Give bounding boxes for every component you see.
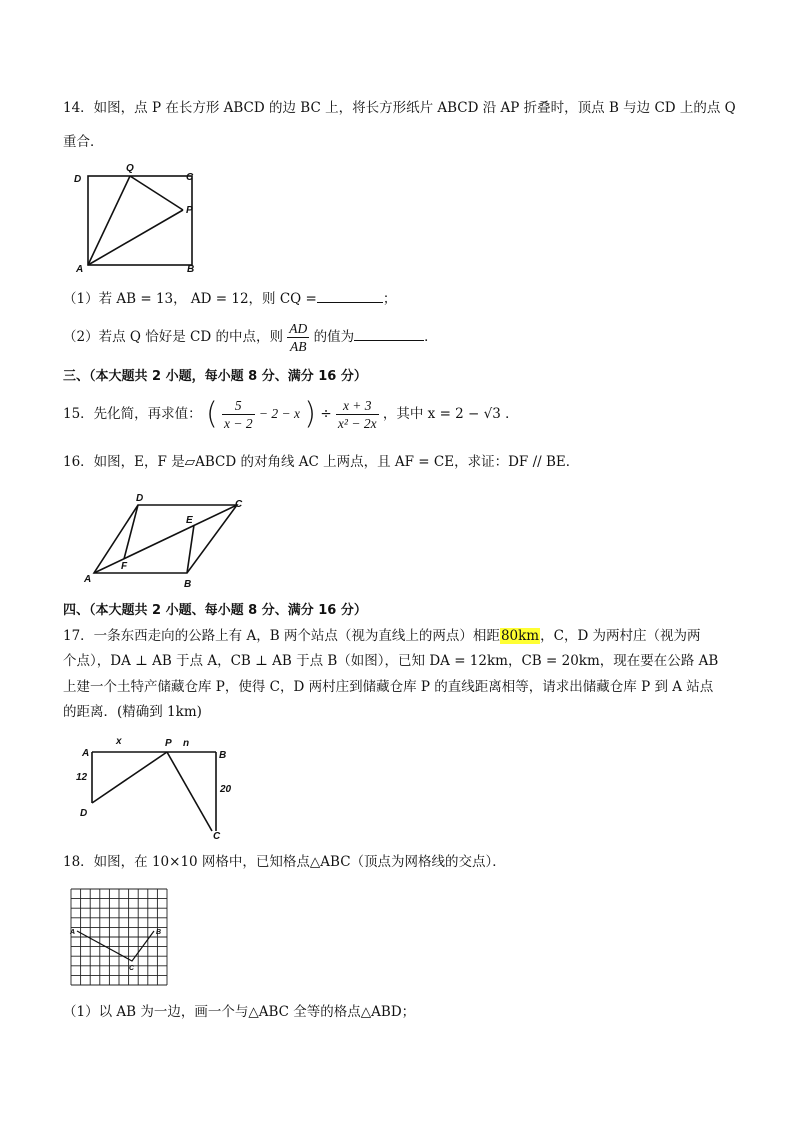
q14-sub2-text: （2）若点 Q 恰好是 CD 的中点，则 [63,329,283,345]
frac-num: x + 3 [336,397,379,415]
q16-figure [80,490,255,590]
label-b: B [187,264,195,275]
segment-ap [88,210,183,265]
label-c: C [213,831,221,842]
label-d: D [136,493,144,504]
section-3-title: 三、（本大题共 2 小题，每小题 8 分、满分 16 分） [63,369,367,384]
frac-num: 5 [222,397,255,415]
q14-sub2-mid: 的值为 [313,329,355,345]
label-c: C [129,965,135,972]
q18-grid-figure [62,883,172,988]
frac-den: x² − 2x [337,416,377,431]
fraction-x3 [336,397,379,432]
q18-text: 18．如图，在 10×10 网格中，已知格点△ABC（顶点为网格线的交点）． [63,854,506,870]
segment-dp [92,752,167,803]
q17-line1-a: 17．一条东西走向的公路上有 A，B 两个站点（视为直线上的两点）相距 [63,628,500,644]
q14-sub1 [63,288,396,310]
highlight-distance: 80km [500,628,540,644]
q17-line1 [63,625,701,647]
segment-aq [88,176,130,265]
q17-line1-b: ，C，D 为两村庄（视为两 [540,628,701,644]
q14-figure [70,160,205,275]
label-20: 20 [220,784,232,795]
frac-den: AB [290,339,307,354]
q17-line2: 个点），DA ⊥ AB 于点 A，CB ⊥ AB 于点 B（如图），已知 DA = 12km，CB = 20km，现在要在公路 AB [63,653,719,669]
frac-den: x − 2 [224,416,253,431]
label-x: x [116,736,122,747]
q14-line2: 重合． [63,134,104,150]
q15-prefix: 15．先化简，再求值： [63,406,202,422]
label-q: Q [126,163,134,174]
q16-text: 16．如图，E，F 是▱ABCD 的对角线 AC 上两点，且 AF = CE，求证：DF // BE． [63,454,580,470]
q14-line1: 14．如图，点 P 在长方形 ABCD 的边 BC 上，将长方形纸片 ABCD 沿 AP 折叠时，顶点 B 与边 CD 上的点 Q [63,100,736,116]
fraction-ad-ab [287,320,309,355]
label-p: P [186,205,193,216]
label-c: C [235,499,243,510]
fraction-5 [222,397,255,432]
label-a: A [82,748,90,759]
label-b: B [156,929,162,936]
q15-middle: − 2 − x [258,406,300,421]
label-c: C [186,172,194,183]
label-f: F [121,561,128,572]
q14-sub2-end: ． [424,329,438,345]
q14-sub1-end: ； [382,291,397,307]
label-dist: n [183,738,190,749]
right-paren: ) [304,396,317,432]
frac-num: AD [289,321,308,336]
q18-sub1: （1）以 AB 为一边，画一个与△ABC 全等的格点△ABD； [63,1004,416,1020]
q15-suffix: ，其中 x = 2 − √3 ． [382,406,519,422]
divide-sign: ÷ [320,406,332,422]
label-a: A [70,929,76,936]
q17-line4: 的距离．(精确到 1km) [63,704,202,720]
segment-qp [130,176,183,210]
label-a: A [84,574,92,585]
q15 [63,397,519,432]
label-b: B [219,750,227,761]
section-4-title: 四、（本大题共 2 小题、每小题 8 分、满分 16 分） [63,603,367,618]
left-paren: ( [205,396,218,432]
label-d: D [80,808,88,819]
label-p: P [165,738,172,749]
q17-figure [70,730,240,845]
label-d: D [74,174,82,185]
q14-sub2 [63,320,438,355]
segment-df [124,505,138,559]
grid-10x10 [71,889,167,985]
label-a: A [76,264,84,275]
rectangle-abcd [88,176,192,265]
answer-blank [317,288,383,303]
answer-blank [354,326,424,341]
label-b: B [184,579,192,590]
label-12: 12 [76,772,88,783]
label-e: E [186,515,193,526]
q14-sub1-text: （1）若 AB = 13， AD = 12，则 CQ = [63,291,317,307]
segment-pc [167,752,212,831]
q17-line3: 上建一个土特产储藏仓库 P，使得 C，D 两村庄到储藏仓库 P 的直线距离相等，请求出储藏仓库 P 到 A 站点 [63,679,714,695]
